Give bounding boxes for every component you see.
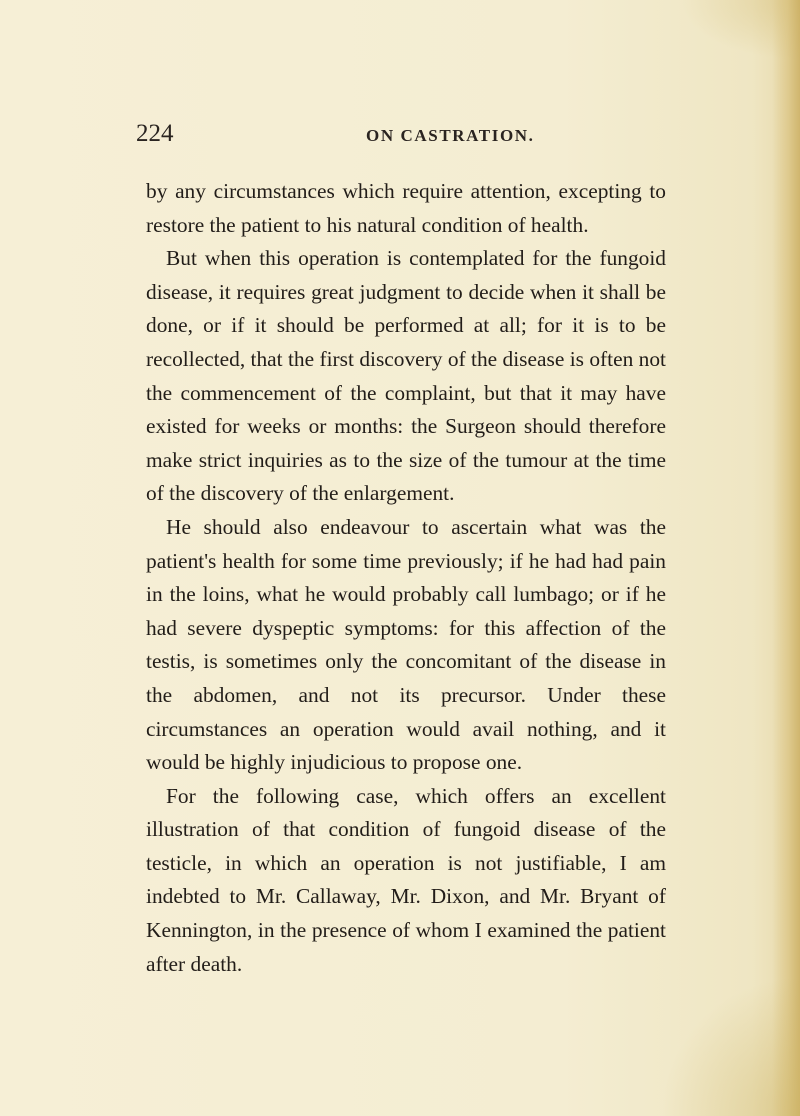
paragraph: But when this operation is contemplated for the fungoid disease, it requires great judgment to decide when it shall be done, or if it should be performed at all; for it is to be recollected, that the first discovery of the disease is often not the commencement of the complaint, but that it may have existed for weeks or months: the Surgeon should therefore make strict inquiries as to the size of the tumour at the time of the discovery of the enlargement. bbox=[146, 246, 666, 506]
paragraph: For the following case, which offers an excellent illustration of that condition of fungoid disease of the testicle, in which an operation is not justifiable, I am indebted to Mr. Callaway, Mr. Dixon, and Mr. Bryant of Kennington, in the presence of whom I examined the patient after death. bbox=[146, 783, 666, 976]
page-stain-bottom bbox=[660, 976, 800, 1116]
running-head: ON CASTRATION. bbox=[366, 126, 535, 145]
paragraph: He should also endeavour to ascertain what was the patient's health for some time previously; if he had had pain in the loins, what he would probably call lumbago; or if he had severe dyspeptic symptoms: for this affection of the testis, is sometimes only the concomitant of the disease in the abdomen, and not its precursor. Under these circumstances an operation would avail nothing, and it would be highly injudicious to propose one. bbox=[146, 514, 666, 775]
body-text bbox=[146, 175, 666, 981]
paragraph-continuation: by any circumstances which require attention, excepting to restore the patient to his natural condition of health. bbox=[146, 179, 666, 237]
page-number: 224 bbox=[136, 120, 174, 147]
page-edge-discoloration bbox=[772, 0, 800, 1116]
page-header bbox=[136, 117, 676, 151]
